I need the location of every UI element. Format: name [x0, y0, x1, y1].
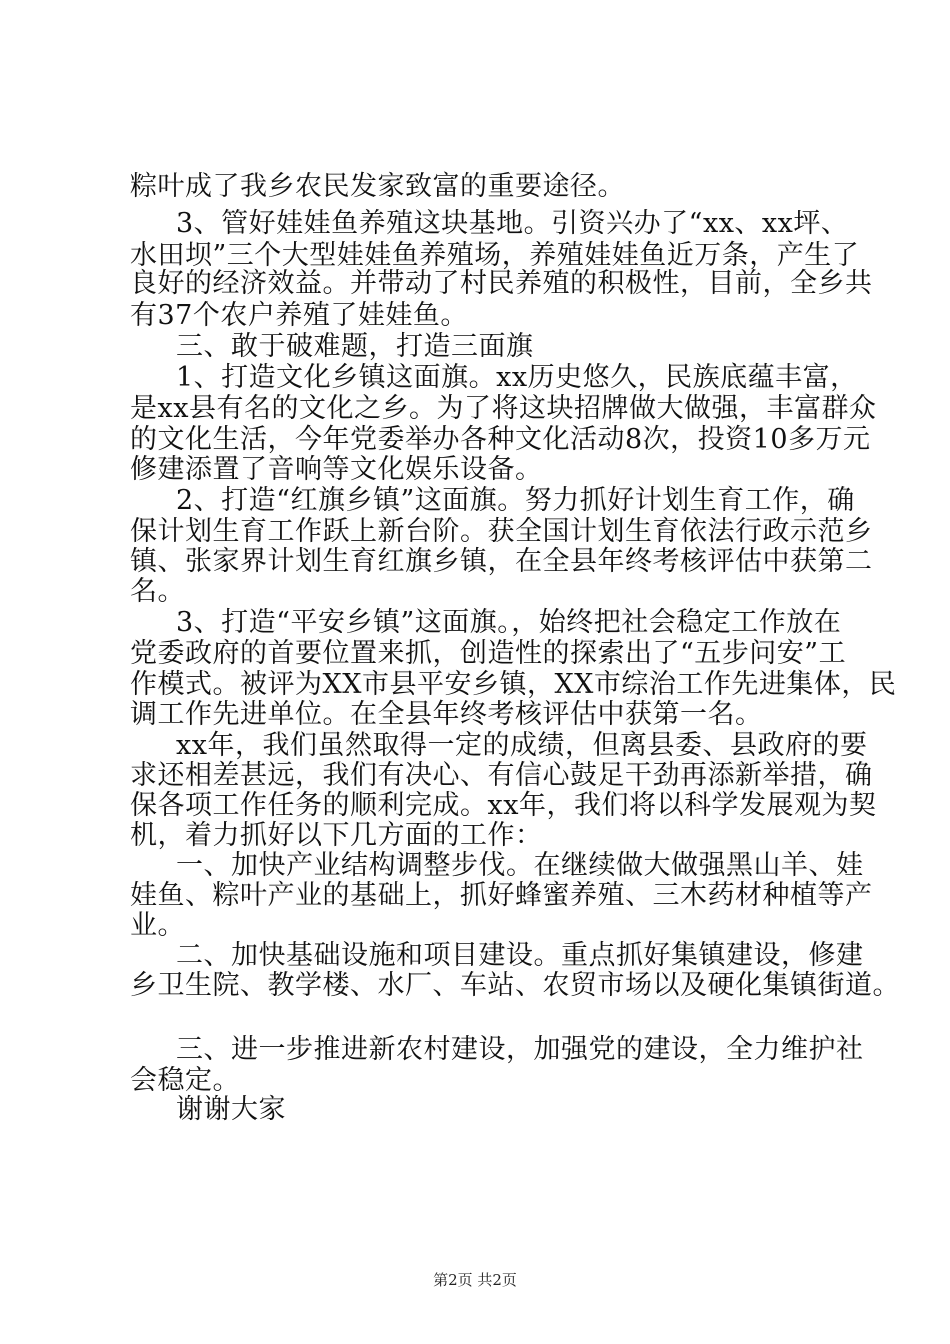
text-line: 水田坝”三个大型娃娃鱼养殖场，养殖娃娃鱼近万条，产生了: [130, 240, 860, 271]
text-line: 机，着力抓好以下几方面的工作：: [130, 820, 543, 851]
text-line: 是xx县有名的文化之乡。为了将这块招牌做大做强，丰富群众: [130, 393, 877, 424]
text-line: 粽叶成了我乡农民发家致富的重要途径。: [130, 171, 625, 202]
text-line: 有37个农户养殖了娃娃鱼。: [130, 300, 468, 331]
text-line: 会稳定。: [130, 1065, 240, 1096]
text-line: 名。: [130, 576, 185, 607]
text-line: 娃鱼、粽叶产业的基础上，抓好蜂蜜养殖、三木药材种植等产: [130, 880, 873, 911]
text-line: 三、进一步推进新农村建设，加强党的建设，全力维护社: [176, 1034, 864, 1065]
section-heading: 三、敢于破难题，打造三面旗: [176, 331, 534, 362]
page-number-footer: 第2页 共2页: [433, 1271, 517, 1289]
text-line: 乡卫生院、教学楼、水厂、车站、农贸市场以及硬化集镇街道。: [130, 970, 900, 1001]
text-line: 党委政府的首要位置来抓，创造性的探索出了“五步问安”工: [130, 638, 847, 669]
text-line: 2、打造“红旗乡镇”这面旗。努力抓好计划生育工作，确: [176, 485, 855, 516]
text-line: 良好的经济效益。并带动了村民养殖的积极性，目前，全乡共: [130, 268, 873, 299]
text-line: 保计划生育工作跃上新台阶。获全国计划生育依法行政示范乡: [130, 516, 873, 547]
text-line: 一、加快产业结构调整步伐。在继续做大做强黑山羊、娃: [176, 850, 864, 881]
text-line: 镇、张家界计划生育红旗乡镇，在全县年终考核评估中获第二: [130, 546, 873, 577]
text-line: 求还相差甚远，我们有决心、有信心鼓足干劲再添新举措，确: [130, 760, 873, 791]
text-line: 3、管好娃娃鱼养殖这块基地。引资兴办了“xx、xx坪、: [176, 208, 849, 239]
text-line: 调工作先进单位。在全县年终考核评估中获第一名。: [130, 699, 763, 730]
text-line: 1、打造文化乡镇这面旗。xx历史悠久，民族底蕴丰富，: [176, 362, 858, 393]
text-line: 3、打造“平安乡镇”这面旗。，始终把社会稳定工作放在: [176, 607, 842, 638]
closing-line: 谢谢大家: [176, 1094, 286, 1125]
text-line: xx年，我们虽然取得一定的成绩，但离县委、县政府的要: [176, 730, 868, 761]
text-line: 修建添置了音响等文化娱乐设备。: [130, 454, 543, 485]
text-line: 作模式。被评为XX市县平安乡镇，XX市综治工作先进集体，民: [130, 669, 897, 700]
text-line: 二、加快基础设施和项目建设。重点抓好集镇建设，修建: [176, 940, 864, 971]
text-line: 的文化生活，今年党委举办各种文化活动8次，投资10多万元: [130, 424, 871, 455]
text-line: 保各项工作任务的顺利完成。xx年，我们将以科学发展观为契: [130, 790, 877, 821]
text-line: 业。: [130, 910, 185, 941]
